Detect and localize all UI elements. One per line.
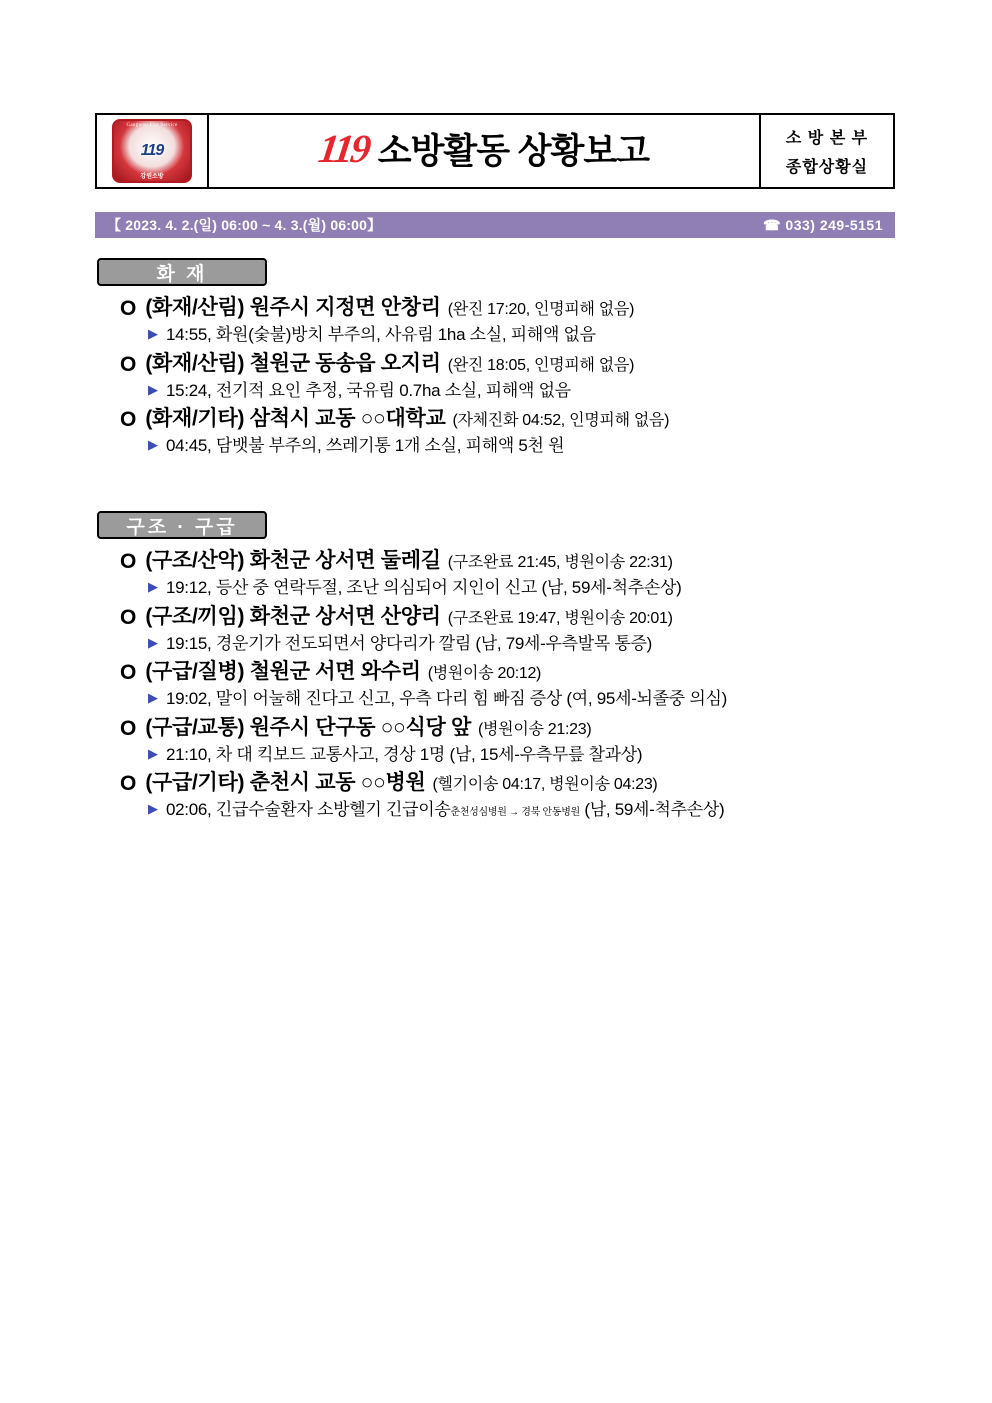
entry-main [0,658,992,687]
triangle-bullet-icon: ▶ [148,634,158,650]
bullet-circle-icon: O [120,550,137,573]
entry-title: (화재/산림) 원주시 지정면 안창리 [145,296,441,319]
entry-detail-pre: 02:06, 긴급수술환자 소방헬기 긴급이송 [166,800,451,820]
entry-detail: 15:24, 전기적 요인 추정, 국유림 0.7ha 소실, 피해액 없음 [166,380,571,400]
title-119-logo: 119 [315,126,372,171]
title-cell [209,115,761,187]
entry-detail: 14:55, 화원(숯불)방치 부주의, 사유림 1ha 소실, 피해액 없음 [166,324,596,344]
entry-sub [0,632,992,657]
entry-main [0,769,992,798]
entry-title: (구급/교통) 원주시 단구동 ○○식당 앞 [145,715,471,739]
section-heading-fire: 화 재 [97,258,267,286]
report-header [95,113,895,189]
entry-sub [0,743,992,768]
bullet-circle-icon: O [120,716,137,740]
entry-title: (구조/산악) 화천군 상서면 둘레길 [145,549,441,572]
list-item [0,658,992,712]
entry-detail: 19:12, 등산 중 연락두절, 조난 의심되어 지인이 신고 (남, 59세-척추손상) [166,577,682,597]
entry-detail-transfer: 춘천성심병원 → 경북 안동병원 [450,807,580,819]
entry-note: (구조완료 19:47, 병원이송 20:01) [447,609,673,627]
list-item [0,603,992,657]
fire-entry-list [0,294,992,461]
entry-title: (화재/산림) 철원군 동송읍 오지리 [145,351,441,375]
entry-sub [0,687,992,712]
report-period: 【 2023. 4. 2.(일) 06:00 ~ 4. 3.(월) 06:00】 [107,217,382,233]
entry-title: (구조/끼임) 화천군 상서면 산양리 [145,604,441,628]
entry-title: (구급/질병) 철원군 서면 와수리 [145,660,421,684]
list-item [0,547,992,601]
page-title: 소방활동 상황보고 [377,131,649,171]
entry-title: (화재/기타) 삼척시 교동 ○○대학교 [145,407,446,431]
entry-sub [0,576,992,601]
contact-phone: ☎ 033) 249-5151 [763,216,883,233]
entry-sub [0,434,992,459]
entry-main [0,547,992,576]
triangle-bullet-icon: ▶ [148,437,158,453]
list-item [0,405,992,459]
entry-detail: 04:45, 담뱃불 부주의, 쓰레기통 1개 소실, 피해액 5천 원 [166,436,565,456]
entry-note: (헬기이송 04:17, 병원이송 04:23) [432,776,658,794]
department-cell [761,115,893,187]
entry-sub [0,323,992,348]
logo-mid-text: 119 [140,142,164,159]
entry-main [0,603,992,632]
department-line-1: 소 방 본 부 [785,130,869,147]
triangle-bullet-icon: ▶ [148,381,158,397]
bullet-circle-icon: O [120,772,137,796]
list-item [0,714,992,768]
bullet-circle-icon: O [120,605,137,629]
entry-note: (자체진화 04:52, 인명피해 없음) [452,412,670,430]
section-heading-rescue: 구조 · 구급 [97,511,267,539]
entry-detail: 21:10, 차 대 킥보드 교통사고, 경상 1명 (남, 15세-우측무릎 찰과상) [166,744,643,764]
triangle-bullet-icon: ▶ [148,745,158,761]
entry-note: (완진 18:05, 인명피해 없음) [447,356,635,374]
entry-sub [0,798,992,823]
entry-main [0,714,992,743]
entry-note: (완진 17:20, 인명피해 없음) [447,301,635,318]
bullet-circle-icon: O [120,661,137,685]
entry-title: (구급/기타) 춘천시 교동 ○○병원 [145,771,426,795]
department-line-2: 종합상황실 [785,159,869,176]
logo-cell [97,115,209,187]
triangle-bullet-icon: ▶ [148,325,158,341]
bullet-circle-icon: O [120,408,137,432]
logo-top-text: Gangwon Fire Service [126,123,178,128]
bullet-circle-icon: O [120,297,137,320]
entry-detail [166,798,724,823]
list-item [0,294,992,348]
entry-main [0,350,992,379]
entry-main [0,294,992,323]
entry-note: (병원이송 21:23) [478,720,592,738]
entry-note: (구조완료 21:45, 병원이송 22:31) [447,554,673,571]
triangle-bullet-icon: ▶ [148,801,158,817]
triangle-bullet-icon: ▶ [148,690,158,706]
triangle-bullet-icon: ▶ [148,578,158,594]
entry-detail: 19:02, 말이 어눌해 진다고 신고, 우측 다리 힘 빠짐 증상 (여, 95세-뇌졸중 의심) [166,689,727,709]
entry-note: (병원이송 20:12) [427,665,542,683]
gangwon-fire-emblem-icon [112,119,192,183]
entry-detail-post: (남, 59세-척추손상) [584,800,725,820]
entry-main [0,405,992,434]
logo-bottom-text: 강원소방 [140,174,164,180]
bullet-circle-icon: O [120,352,137,376]
entry-sub [0,379,992,404]
rescue-entry-list [0,547,992,825]
period-bar [95,212,895,238]
list-item [0,769,992,823]
list-item [0,350,992,404]
entry-detail: 19:15, 경운기가 전도되면서 양다리가 깔림 (남, 79세-우측발목 통증) [166,633,653,653]
